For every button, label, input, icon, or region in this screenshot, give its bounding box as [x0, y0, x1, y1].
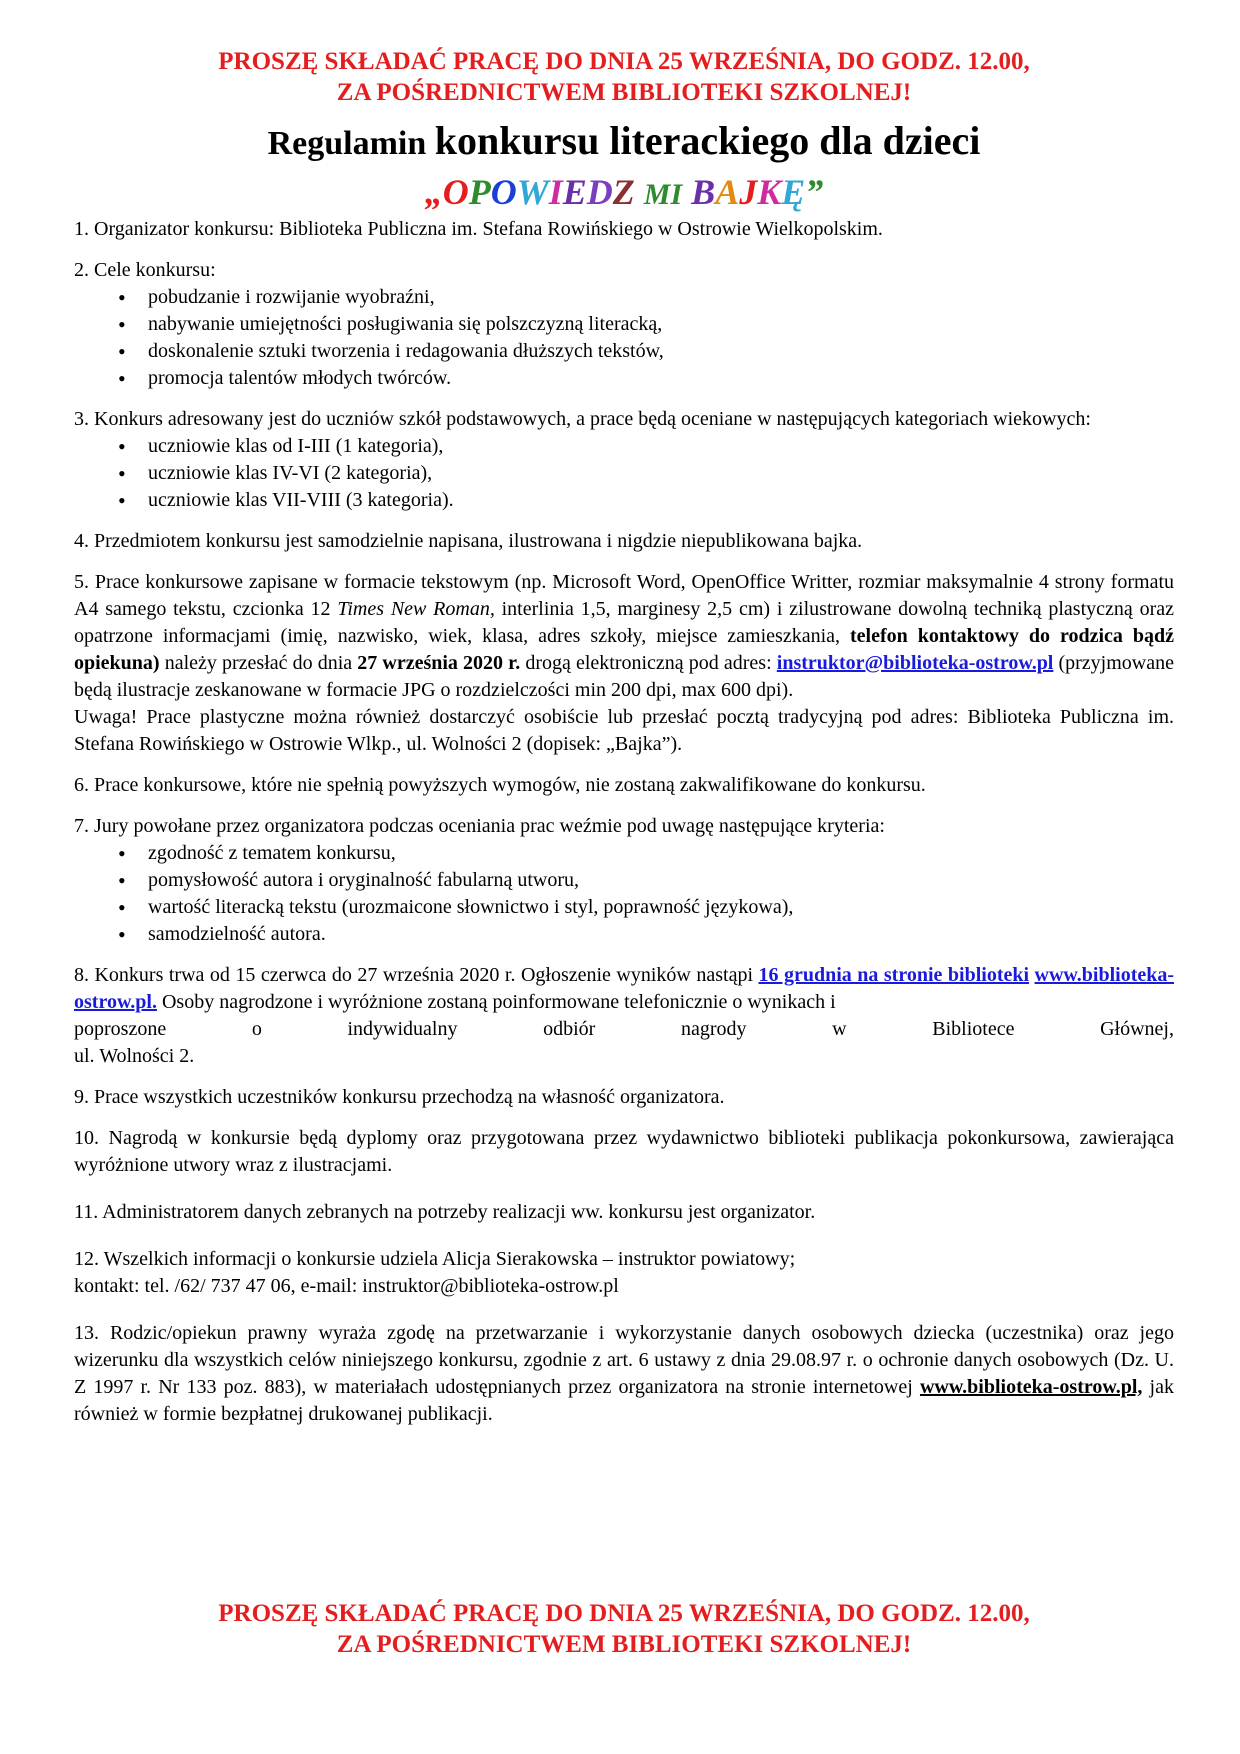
subtitle-letter: D	[586, 172, 613, 212]
rule-5-note: Uwaga! Prace plastyczne można również dostarczyć osobiście lub przesłać pocztą tradycyjną pod adres: Biblioteka Publiczna im. Stefana Rowińskiego w Ostrowie Wlkp., ul. Wolności 2 (dopisek: „Bajka”).	[74, 706, 1174, 755]
document-title	[74, 118, 1174, 173]
notice-line-2: ZA POŚREDNICTWEM BIBLIOTEKI SZKOLNEJ!	[336, 79, 912, 106]
library-website-link[interactable]: www.biblioteka-ostrow.pl.	[74, 964, 1175, 1013]
subtitle-letter: I	[670, 178, 683, 211]
rule-2-list	[74, 284, 1174, 392]
word: Głównej,	[1100, 1018, 1174, 1040]
subtitle-letter: Z	[612, 172, 635, 212]
rule-7-list	[74, 840, 1174, 948]
word: poproszone	[74, 1018, 167, 1040]
rule-5-part-c: należy przesłać do dnia	[159, 652, 358, 674]
rules-body	[74, 216, 1174, 1428]
list-item: • zgodność z tematem konkursu,	[118, 840, 1174, 867]
rule-11: 11. Administratorem danych zebranych na potrzeby realizacji ww. konkursu jest organizator.	[74, 1201, 816, 1223]
rule-3-intro: 3. Konkurs adresowany jest do uczniów szkół podstawowych, a prace będą oceniane w następujących kategoriach wiekowych:	[74, 408, 1091, 430]
rule-13	[74, 1320, 1174, 1428]
list-item: • pobudzanie i rozwijanie wyobraźni,	[118, 284, 1174, 311]
subtitle-letter	[635, 171, 644, 213]
subtitle-letter: W	[516, 172, 549, 212]
rule-8-part-b: Osoby nagrodzone i wyróżnione zostaną poinformowane telefonicznie o wynikach i	[156, 991, 836, 1013]
subtitle-letter: A	[715, 172, 740, 212]
rule-6: 6. Prace konkursowe, które nie spełnią powyższych wymogów, nie zostaną zakwalifikowane do konkursu.	[74, 774, 926, 796]
word: odbiór	[543, 1018, 596, 1040]
list-item: • samodzielność autora.	[118, 921, 1174, 948]
rule-12-contact: kontakt: tel. /62/ 737 47 06, e-mail: instruktor@biblioteka-ostrow.pl	[74, 1275, 619, 1297]
deadline-notice-bottom	[74, 1598, 1174, 1660]
rule-5-contact-required: telefon kontaktowy do rodzica bądź opiekuna)	[74, 625, 1174, 674]
subtitle-letter: ”	[805, 172, 824, 212]
rule-12	[74, 1246, 1174, 1300]
document-page	[74, 46, 1174, 1442]
rule-7	[74, 813, 1174, 948]
list-item: • nabywanie umiejętności posługiwania się polszczyzną literacką,	[118, 311, 1174, 338]
rule-8	[74, 962, 1174, 1070]
rule-5-part-b: interlinia 1,5, marginesy 2,5 cm) i zilustrowane dowolną techniką plastyczną oraz opatrzone informacjami (imię, nazwisko, wiek, klasa, adres szkoły, miejsce zamieszkania,	[74, 598, 1174, 647]
rule-5-part-d: drogą elektroniczną pod adres:	[520, 652, 777, 674]
rule-12-line-1: 12. Wszelkich informacji o konkursie udziela Alicja Sierakowska – instruktor powiatowy;	[74, 1248, 796, 1270]
rule-8-part-a: 8. Konkurs trwa od 15 czerwca do 27 września 2020 r. Ogłoszenie wyników nastąpi	[74, 964, 759, 986]
notice-line-2: ZA POŚREDNICTWEM BIBLIOTEKI SZKOLNEJ!	[336, 1631, 912, 1658]
rule-7-intro: 7. Jury powołane przez organizatora podczas oceniania prac weźmie pod uwagę następujące kryteria:	[74, 815, 885, 837]
rule-5-deadline: 27 września 2020 r.	[357, 652, 521, 674]
rule-3-list	[74, 433, 1174, 514]
subtitle-letter	[682, 171, 691, 213]
list-item: • uczniowie klas IV-VI (2 kategoria),	[118, 460, 1174, 487]
title-part-2: konkursu literackiego dla dzieci	[434, 118, 981, 163]
rule-5	[74, 569, 1174, 758]
results-date-link[interactable]: 16 grudnia na stronie biblioteki	[758, 964, 1030, 986]
subtitle-letter: Ę	[781, 172, 806, 212]
rule-13-part-b: jak również w formie bezpłatnej drukowanej publikacji.	[74, 1376, 1174, 1425]
list-item: • doskonalenie sztuki tworzenia i redagowania dłuższych tekstów,	[118, 338, 1174, 365]
word: Bibliotece	[932, 1018, 1015, 1040]
rule-5-part-a: 5. Prace konkursowe zapisane w formacie tekstowym (np. Microsoft Word, OpenOffice Writter, rozmiar maksymalnie 4 strony formatu A4 samego tekstu, czcionka 12	[74, 571, 1174, 620]
contest-name-subtitle	[74, 171, 1174, 216]
rule-8-spread-line	[74, 1016, 1174, 1043]
word: w	[832, 1018, 847, 1040]
notice-line-1: PROSZĘ SKŁADAĆ PRACĘ DO DNIA 25 WRZEŚNIA, DO GODZ. 12.00,	[218, 48, 1030, 75]
list-item: • pomysłowość autora i oryginalność fabularną utworu,	[118, 867, 1174, 894]
subtitle-letter: O	[442, 172, 469, 212]
title-part-1: Regulamin	[267, 125, 435, 162]
subtitle-letter: J	[739, 172, 758, 212]
subtitle-letter: B	[691, 172, 716, 212]
rule-4: 4. Przedmiotem konkursu jest samodzielnie napisana, ilustrowana i nigdzie niepublikowana bajka.	[74, 530, 863, 552]
list-item: • wartość literacką tekstu (urozmaicone słownictwo i styl, poprawność językowa),	[118, 894, 1174, 921]
rule-5-text	[74, 569, 1174, 704]
list-item: • uczniowie klas VII-VIII (3 kategoria).	[118, 487, 1174, 514]
subtitle-letter: P	[468, 172, 491, 212]
word: o	[251, 1018, 262, 1040]
rule-5-part-e: (przyjmowane będą ilustracje zeskanowane w formacie JPG o rozdzielczości min 200 dpi, max 600 dpi).	[74, 652, 1174, 701]
list-item: • uczniowie klas od I-III (1 kategoria),	[118, 433, 1174, 460]
rule-10: 10. Nagrodą w konkursie będą dyplomy oraz przygotowana przez wydawnictwo biblioteki publikacja pokonkursowa, zawierająca wyróżnione utwory wraz z ilustracjami.	[74, 1127, 1174, 1176]
rule-2-intro: 2. Cele konkursu:	[74, 259, 216, 281]
subtitle-letter: I	[548, 172, 563, 212]
rule-8-address: ul. Wolności 2.	[74, 1045, 195, 1067]
rule-2	[74, 257, 1174, 392]
rule-5-font-name: Times New Roman,	[337, 598, 495, 620]
rule-8-text	[74, 962, 1174, 1016]
list-item: • promocja talentów młodych twórców.	[118, 365, 1174, 392]
subtitle-letter: „	[424, 172, 443, 212]
subtitle-letter: E	[562, 172, 587, 212]
deadline-notice-top	[74, 46, 1174, 108]
subtitle-letter: K	[757, 172, 782, 212]
notice-line-1: PROSZĘ SKŁADAĆ PRACĘ DO DNIA 25 WRZEŚNIA, DO GODZ. 12.00,	[218, 1600, 1030, 1627]
rule-9: 9. Prace wszystkich uczestników konkursu przechodzą na własność organizatora.	[74, 1086, 725, 1108]
subtitle-letter: M	[643, 178, 671, 211]
library-website-link-2[interactable]: www.biblioteka-ostrow.pl,	[919, 1376, 1143, 1398]
rule-13-part-a: 13. Rodzic/opiekun prawny wyraża zgodę na przetwarzanie i wykorzystanie danych osobowych dziecka (uczestnika) oraz jego wizerunku dla wszystkich celów niniejszego konkursu, zgodnie z art. 6 ustawy z dnia 29.08.97 r. o ochronie danych osobowych (Dz. U. Z 1997 r. Nr 133 poz. 883), w materiałach udostępnianych przez organizatora na stronie internetowej	[74, 1322, 1174, 1398]
rule-1: 1. Organizator konkursu: Biblioteka Publiczna im. Stefana Rowińskiego w Ostrowie Wielkopolskim.	[74, 218, 883, 240]
email-link[interactable]: instruktor@biblioteka-ostrow.pl	[776, 652, 1054, 674]
word: indywidualny	[347, 1018, 458, 1040]
word: nagrody	[680, 1018, 747, 1040]
subtitle-letter: O	[490, 172, 517, 212]
rule-3	[74, 406, 1174, 514]
